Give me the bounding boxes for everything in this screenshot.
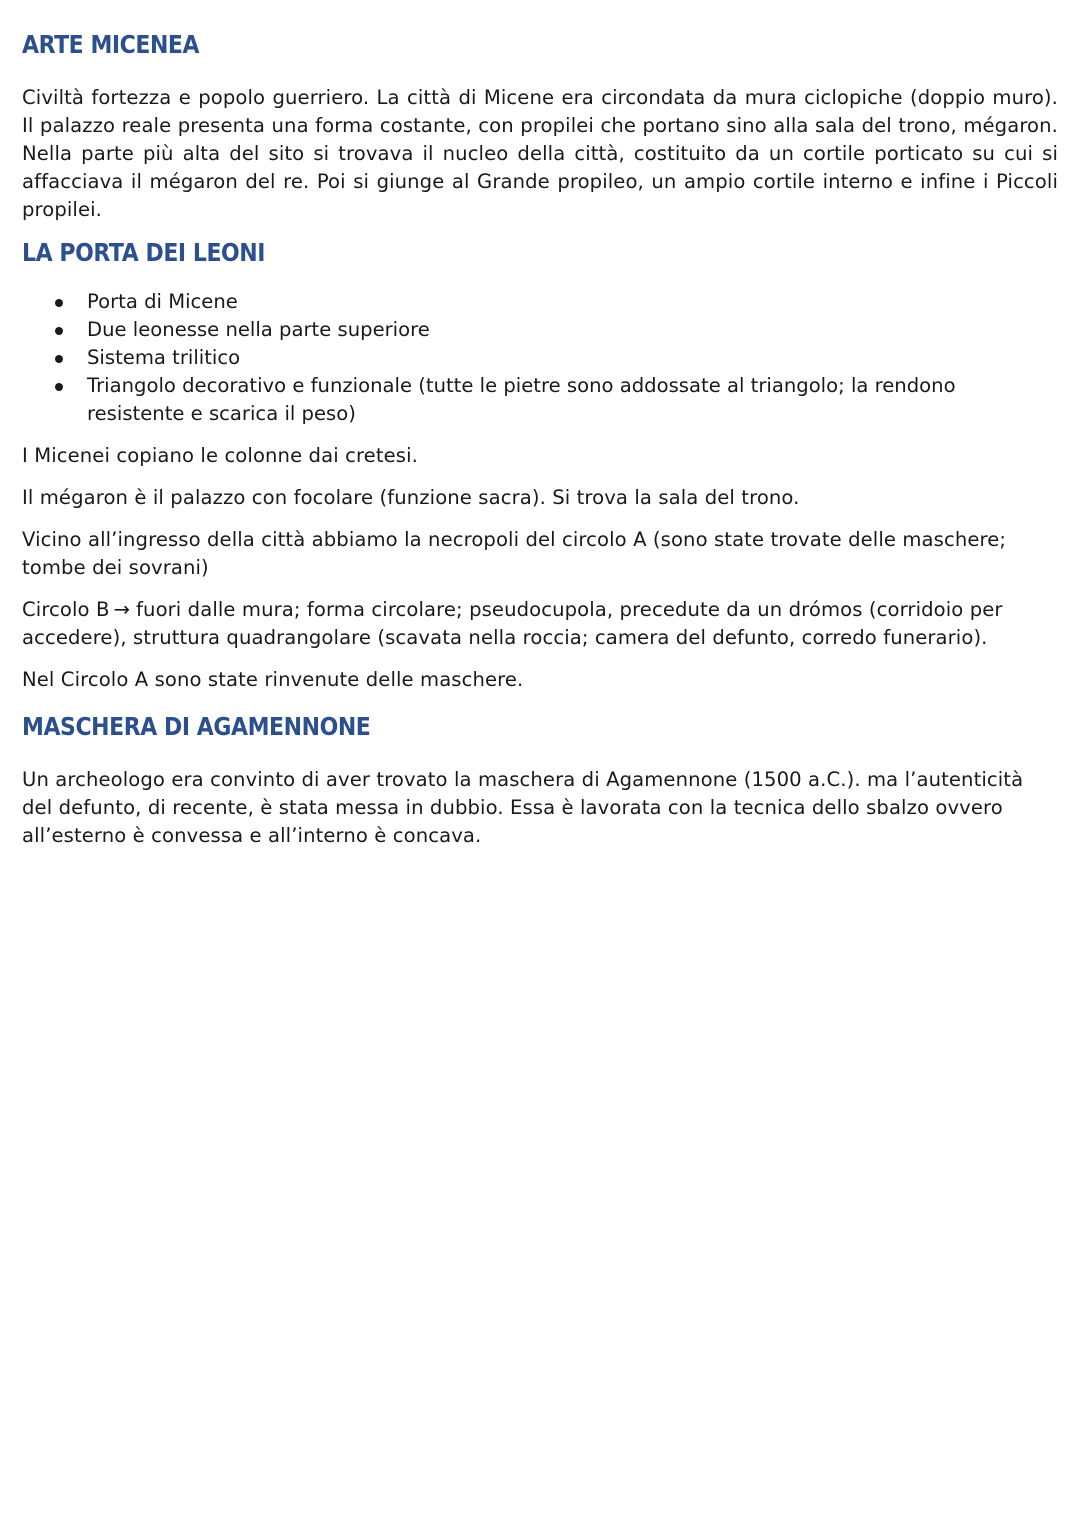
bullet-icon [55, 327, 63, 335]
heading-maschera-agamennone: MASCHERA DI AGAMENNONE [22, 712, 371, 741]
document-page [22, 28, 1058, 850]
list-item-text: Due leonesse nella parte superiore [87, 318, 430, 341]
arrow-right-icon: → [113, 598, 131, 621]
list-item-text: Porta di Micene [87, 290, 238, 313]
circolo-b-text: fuori dalle mura; forma circolare; pseudocupola, precedute da un drómos (corridoio per accedere), struttura quadrangolare (scavata nella roccia; camera del defunto, corredo funerario). [22, 598, 1003, 649]
paragraph-colonne: I Micenei copiano le colonne dai cretesi. [22, 444, 418, 467]
bullet-icon [55, 383, 63, 391]
paragraph-arte-micenea: Civiltà fortezza e popolo guerriero. La città di Micene era circondata da mura ciclopiche (doppio muro). Il palazzo reale presenta una forma costante, con propilei che portano sino alla sala del trono, mégaron. Nella parte più alta del sito si trovava il nucleo della città, costituito da un cortile porticato su cui si affacciava il mégaron del re. Poi si giunge al Grande propileo, un ampio cortile interno e infine i Piccoli propilei. [22, 86, 1058, 221]
bullet-icon [55, 355, 63, 363]
circolo-b-label: Circolo B [22, 598, 110, 621]
list-item-text: Sistema trilitico [87, 346, 241, 369]
heading-porta-dei-leoni: LA PORTA DEI LEONI [22, 238, 266, 267]
paragraph-maschera: Un archeologo era convinto di aver trovato la maschera di Agamennone (1500 a.C.). ma l’autenticità del defunto, di recente, è stata messa in dubbio. Essa è lavorata con la tecnica dello sbalzo ovvero all’esterno è convessa e all’interno è concava. [22, 768, 1024, 847]
list-item [22, 288, 1058, 316]
paragraph-megaron: Il mégaron è il palazzo con focolare (funzione sacra). Si trova la sala del trono. [22, 486, 800, 509]
list-item [22, 372, 1058, 428]
paragraph-circolo-b [22, 596, 1058, 652]
list-item [22, 316, 1058, 344]
list-item [22, 344, 1058, 372]
list-item-text: Triangolo decorativo e funzionale (tutte le pietre sono addossate al triangolo; la rendono resistente e scarica il peso) [87, 374, 956, 425]
heading-arte-micenea: ARTE MICENEA [22, 30, 200, 59]
bullet-list [22, 288, 1058, 428]
paragraph-maschere: Nel Circolo A sono state rinvenute delle maschere. [22, 668, 524, 691]
bullet-icon [55, 299, 63, 307]
paragraph-circolo-a: Vicino all’ingresso della città abbiamo la necropoli del circolo A (sono state trovate delle maschere; tombe dei sovrani) [22, 528, 1007, 579]
